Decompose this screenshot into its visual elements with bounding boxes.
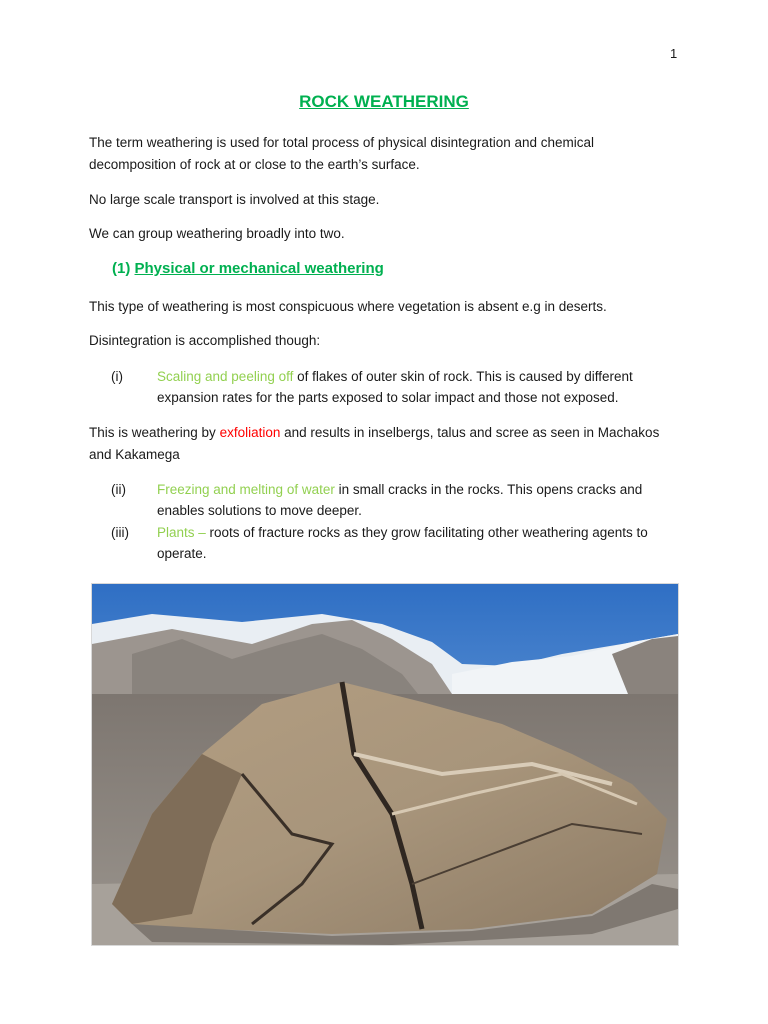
list-item-body [157, 522, 677, 564]
page-number: 1 [670, 46, 678, 61]
list-item-text: in small cracks in the rocks. This opens cracks and enables solutions to move deeper. [157, 482, 643, 518]
highlight-freezing: Freezing and melting of water [157, 482, 335, 497]
paragraph-transport: No large scale transport is involved at this stage. [89, 192, 380, 207]
list-item-body [157, 479, 677, 521]
paragraph-conspicuous: This type of weathering is most conspicuous where vegetation is absent e.g in deserts. [89, 299, 607, 314]
list-item-plants [111, 522, 681, 566]
list-item-number: (i) [111, 369, 123, 384]
document-title: ROCK WEATHERING [299, 92, 469, 111]
section-title: Physical or mechanical weathering [134, 260, 384, 277]
highlight-exfoliation: exfoliation [219, 425, 281, 440]
list-item-number: (ii) [111, 482, 126, 497]
list-item-scaling [111, 366, 681, 410]
section-heading [112, 260, 384, 277]
section-number: (1) [112, 260, 131, 277]
paragraph-definition: The term weathering is used for total process of physical disintegration and chemical decomposition of rock at or close to the earth’s surface. [89, 135, 595, 172]
list-item-number: (iii) [111, 525, 129, 540]
highlight-plants: Plants – [157, 525, 206, 540]
exfoliation-after: and results in inselbergs, talus and scree as seen in Machakos and Kakamega [89, 425, 660, 462]
weathered-rock-photo [91, 583, 679, 946]
paragraph-disintegration: Disintegration is accomplished though: [89, 333, 321, 348]
list-item-body [157, 366, 677, 408]
paragraph-groups: We can group weathering broadly into two. [89, 226, 345, 241]
list-item-freezing [111, 479, 681, 523]
rock-photo-illustration [92, 584, 678, 945]
paragraph-exfoliation [89, 422, 679, 466]
list-item-text: of flakes of outer skin of rock. This is caused by different expansion rates for the parts exposed to solar impact and those not exposed. [157, 369, 633, 405]
highlight-scaling: Scaling and peeling off [157, 369, 294, 384]
exfoliation-before: This is weathering by [89, 425, 220, 440]
list-item-text: roots of fracture rocks as they grow facilitating other weathering agents to operate. [157, 525, 648, 561]
